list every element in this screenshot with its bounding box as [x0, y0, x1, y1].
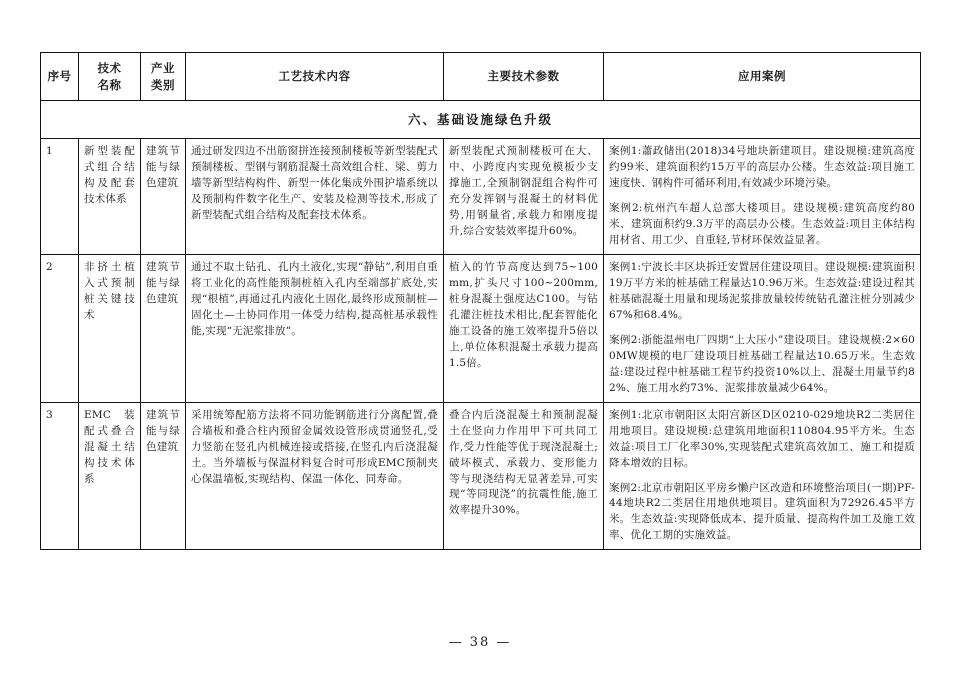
main-parameters-text: 新型装配式预制楼板可在大、中、小跨度内实现免模板少支撑施工,全预制钢混组合构件可充分发挥钢与混凝土的材料优势,用钢量省,承载力和刚度提升,综合安装效率提升60%。 — [449, 145, 598, 238]
table-row — [41, 255, 921, 403]
column-header-tech-name — [79, 53, 141, 101]
application-case-1: 案例1:蕭政储出(2018)34号地块新建项目。建设规模:建筑高度约99米、建筑面积约15万平的高层办公楼。生态效益:项目施工速度快、钢构件可循环利用,有效减少环境污染。 — [609, 145, 915, 190]
row-industry-category: 建筑节能与绿色建筑 — [141, 139, 186, 255]
column-header-tech-name-text: 技术 名称 — [97, 61, 122, 92]
row-process-content — [186, 139, 444, 255]
application-case-2: 案例2:浙能温州电厂四期“上大压小”建设项目。建设规模:2×600MW规模的电厂建设项目桩基础工程量达10.65万米。生态效益:建设过程中桩基础工程节约投资10%以上、混凝土用量节约82%、施工用水约73%、泥浆排放量减少64%。 — [609, 333, 915, 394]
row-seq: 1 — [41, 139, 79, 255]
column-header-application-cases: 应用案例 — [604, 53, 921, 101]
application-case-1: 案例1:北京市朝阳区太阳宫新区D区0210-029地块R2二类居住用地项目。建设规模:总建筑用地面积110804.95平方米。生态效益:项目工厂化率30%,实现装配式建筑高效加工、施工和提质降本增效的目标。 — [609, 408, 915, 469]
row-main-parameters — [444, 139, 604, 255]
row-industry-category: 建筑节能与绿色建筑 — [141, 255, 186, 403]
table-header — [41, 53, 921, 101]
section-title-row — [41, 101, 921, 139]
row-process-content — [186, 402, 444, 550]
process-content-text: 通过研发四边不出筋窗拼连接预制楼板等新型装配式预制楼板、型钢与钢筋混凝土高效组合柱、梁、剪力墙等新型结构构件、新型一体化集成外围护墙系统以及预制构件数字化生产、安装及检测等技术,形成了新型装配式组合结构及配套技术体系。 — [191, 145, 438, 222]
row-application-cases — [604, 139, 921, 255]
column-header-seq: 序号 — [41, 53, 79, 101]
application-case-2: 案例2:北京市朝阳区平房乡懒户区改造和环境整治项目(一期)PF-44地块R2二类居住用地供地项目。建筑面积为72926.45平方米。生态效益:实现降低成本、提升质量、提高构件加工及施工效率、优化工期的实施效益。 — [609, 481, 915, 542]
row-tech-name: EMC 装配式叠合混凝土结构技术体系 — [79, 402, 141, 550]
row-process-content — [186, 255, 444, 403]
table-row — [41, 402, 921, 550]
process-content-text: 通过不取土钻孔、孔内土液化,实现“静钻”,利用自重将工业化的高性能预制桩植入孔内至端部扩底处,实现“根植”,再通过孔内液化土固化,最终形成预制桩—固化土—土协同作用一体受力结构,提高桩基承载性能,实现“无泥浆排放”。 — [191, 261, 438, 337]
row-tech-name: 非挤土植入式预制桩关键技术 — [79, 255, 141, 403]
column-header-main-parameters: 主要技术参数 — [444, 53, 604, 101]
column-header-industry-category-text: 产业 类别 — [151, 61, 175, 92]
row-application-cases — [604, 402, 921, 550]
main-parameters-text: 植入的竹节高度达到75~100mm,扩头尺寸100~200mm,桩身混凝土强度达C100。与钻孔灌注桩技术相比,配套智能化施工设备的施工效率提升5倍以上,单位体积混凝土承载力提高1.5倍。 — [449, 261, 598, 369]
table-header-row — [41, 53, 921, 101]
section-title: 六、基础设施绿色升级 — [41, 101, 921, 139]
row-main-parameters — [444, 402, 604, 550]
row-main-parameters — [444, 255, 604, 403]
process-content-text: 采用统筹配筋方法将不同功能钢筋进行分离配置,叠合墙板和叠合柱内预留金属效设管形成贯通竖孔,受力竖筋在竖孔内机械连接或搭接,在竖孔内后浇混凝土。当外墙板与保温材料复合时可形成EMC预制夹心保温墙板,实现结构、保温一体化、同寿命。 — [191, 408, 438, 485]
row-seq: 2 — [41, 255, 79, 403]
application-case-2: 案例2:杭州汽车超人总部大楼项目。建设规模:建筑高度约80米、建筑面积约9.3万平的高层办公楼。生态效益:项目主体结构用材省、用工少、自重轻,节材环保效益显著。 — [609, 202, 915, 247]
row-tech-name: 新型装配式组合结构及配套技术体系 — [79, 139, 141, 255]
column-header-industry-category — [141, 53, 186, 101]
row-application-cases — [604, 255, 921, 403]
application-case-1: 案例1:宁波长丰区块拆迁安置居住建设项目。建设规模:建筑面积19万平方米的桩基础工程量达10.96万米。生态效益:建设过程其桩基础混凝土用量和现场泥浆排放量较传统钻孔灌注桩分别减少67%和68.4%。 — [609, 261, 915, 321]
row-seq: 3 — [41, 402, 79, 550]
column-header-process-content: 工艺技术内容 — [186, 53, 444, 101]
technology-catalog-table — [40, 52, 921, 550]
page-number: — 38 — — [448, 635, 512, 650]
main-parameters-text: 叠合内后浇混凝土和预制混凝土在竖向力作用甲下可共同工作,受力性能等优于现浇混凝土;破坏模式、承载力、变形能力等与现浇结构无显著差异,可实现“等同现浇”的抗震性能,施工效率提升30%。 — [449, 408, 598, 517]
row-industry-category: 建筑节能与绿色建筑 — [141, 402, 186, 550]
table-row — [41, 139, 921, 255]
table-body — [41, 101, 921, 550]
